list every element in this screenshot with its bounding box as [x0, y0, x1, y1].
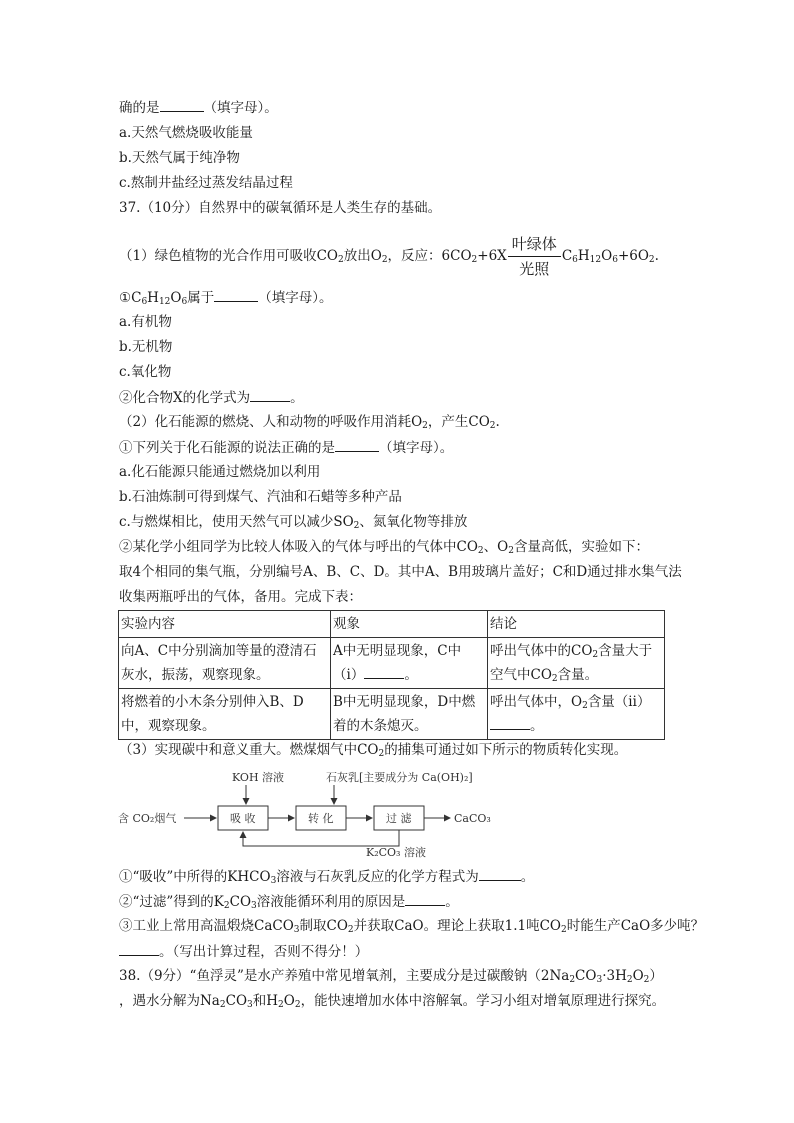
question-38-text: ，遇水分解为$Na_2CO_3$和$H_2O_2$，能快速增加水体中溶解氧。学习小组对增氧原理进行探究。 [119, 993, 666, 1010]
q37-3-sub2: ②“过滤”得到的$K_2CO_3$溶液能循环利用的原因是 。 [119, 891, 459, 912]
option-a: a.有机物 [119, 314, 172, 330]
procedure-text: 取4个相同的集气瓶，分别编号A、B、C、D。其中A、B用玻璃片盖好；C和D通过排水集气法 [119, 564, 682, 580]
table-cell: 呼出气体中的$CO_2$含量大于空气中$CO_2$含量。 [488, 638, 665, 689]
table-row [119, 689, 665, 740]
option-c: c.氧化物 [119, 364, 172, 380]
answer-blank[interactable] [335, 437, 379, 452]
table-cell: B中无明显现象，D中燃着的木条熄灭。 [331, 689, 488, 740]
answer-blank[interactable] [405, 891, 445, 906]
table-header-row [119, 611, 665, 638]
header-cell: 结论 [488, 611, 665, 638]
option-b: b.天然气属于纯净物 [119, 150, 240, 166]
q37-3-sub3: ③工业上常用高温煅烧CaCO$_3$制取$CO_2$并获取CaO。理论上获取1.1吨$CO_2$时能生产CaO多少吨？ [119, 918, 705, 935]
question-38-title: 38.（9分）“鱼浮灵”是水产养殖中常见增氧剂，主要成分是过碳酸钠$(2Na_2CO_3\cdot 3H_2O_2)$ [119, 968, 663, 985]
process-flow-diagram [116, 768, 496, 858]
answer-blank[interactable] [364, 664, 404, 679]
option-c: c.与燃煤相比，使用天然气可以减少$SO_2$、氮氧化物等排放 [119, 514, 468, 531]
flue-gas-label: 含 CO₂烟气 [118, 812, 177, 825]
answer-blank[interactable] [490, 715, 530, 730]
lime-milk-label: 石灰乳[主要成分为 Ca(OH)₂] [326, 771, 473, 784]
absorb-label: 吸 收 [230, 812, 256, 825]
procedure-text-2: 收集两瓶呼出的气体，备用。完成下表： [119, 589, 362, 605]
q37-part1-equation: （1）绿色植物的光合作用可吸收$CO_2$放出$O_2$，反应：$6CO_2+6X$ $\frac{\text{叶绿体}}{\text{光照}}$ $C_6H_{12}O_6+6O_2$. [119, 232, 659, 280]
recycle-arrow [243, 830, 399, 846]
k2co3-recycle-label: K₂CO₃ 溶液 [366, 846, 426, 858]
option-b: b.石油炼制可得到煤气、汽油和石蜡等多种产品 [119, 489, 402, 505]
option-a: a.天然气燃烧吸收能量 [119, 125, 253, 141]
q37-part2-intro: （2）化石能源的燃烧、人和动物的呼吸作用消耗$O_2$，产生$CO_2$. [119, 414, 500, 431]
q37-2-sub1: ①下列关于化石能源的说法正确的是 （填字母）。 [119, 437, 453, 458]
option-a: a.化石能源只能通过燃烧加以利用 [119, 464, 321, 480]
q37-1-sub1: $①C_6H_{12}O_6$属于 （填字母）。 [119, 287, 332, 308]
q37-1-sub2: ②化合物X的化学式为 。 [119, 387, 304, 408]
q36-line-answer: 确的是 （填字母）。 [119, 97, 278, 118]
answer-blank[interactable] [214, 287, 258, 302]
q37-part3-intro: （3）实现碳中和意义重大。燃煤烟气中$CO_2$的捕集可通过如下所示的物质转化实现。 [119, 742, 628, 759]
option-b: b.无机物 [119, 339, 173, 355]
option-c: c.熬制井盐经过蒸发结晶过程 [119, 175, 293, 191]
header-cell: 观象 [331, 611, 488, 638]
answer-blank[interactable] [479, 866, 521, 881]
q37-3-sub1: ①“吸收”中所得的$KHCO_3$溶液与石灰乳反应的化学方程式为 。 [119, 866, 534, 887]
table-cell: 呼出气体中，$O_2$含量（ⅱ）。 [488, 689, 665, 740]
q37-2-sub2: ②某化学小组同学为比较人体吸入的气体与呼出的气体中$CO_2$、$O_2$含量高低，实验如下： [119, 539, 649, 556]
filter-label: 过 滤 [386, 812, 412, 825]
convert-label: 转 化 [308, 812, 334, 825]
koh-solution-label: KOH 溶液 [232, 771, 285, 784]
table-row [119, 638, 665, 689]
table-cell: 将燃着的小木条分别伸入B、D中，观察现象。 [119, 689, 331, 740]
reaction-condition: $\frac{\text{叶绿体}}{\text{光照}}$ [508, 232, 561, 281]
answer-blank[interactable] [160, 97, 204, 112]
table-cell: A中无明显现象，C中（ⅰ） 。 [331, 638, 488, 689]
q37-3-sub3-answer: 。（写出计算过程，否则不得分！） [119, 941, 368, 962]
experiment-table [118, 610, 665, 740]
answer-blank[interactable] [250, 387, 290, 402]
header-cell: 实验内容 [119, 611, 331, 638]
question-37-title: 37.（10分）自然界中的碳氧循环是人类生存的基础。 [119, 200, 442, 216]
answer-blank[interactable] [119, 941, 159, 956]
caco3-output-label: CaCO₃ [454, 812, 491, 825]
table-cell: 向A、C中分别滴加等量的澄清石灰水，振荡，观察现象。 [119, 638, 331, 689]
